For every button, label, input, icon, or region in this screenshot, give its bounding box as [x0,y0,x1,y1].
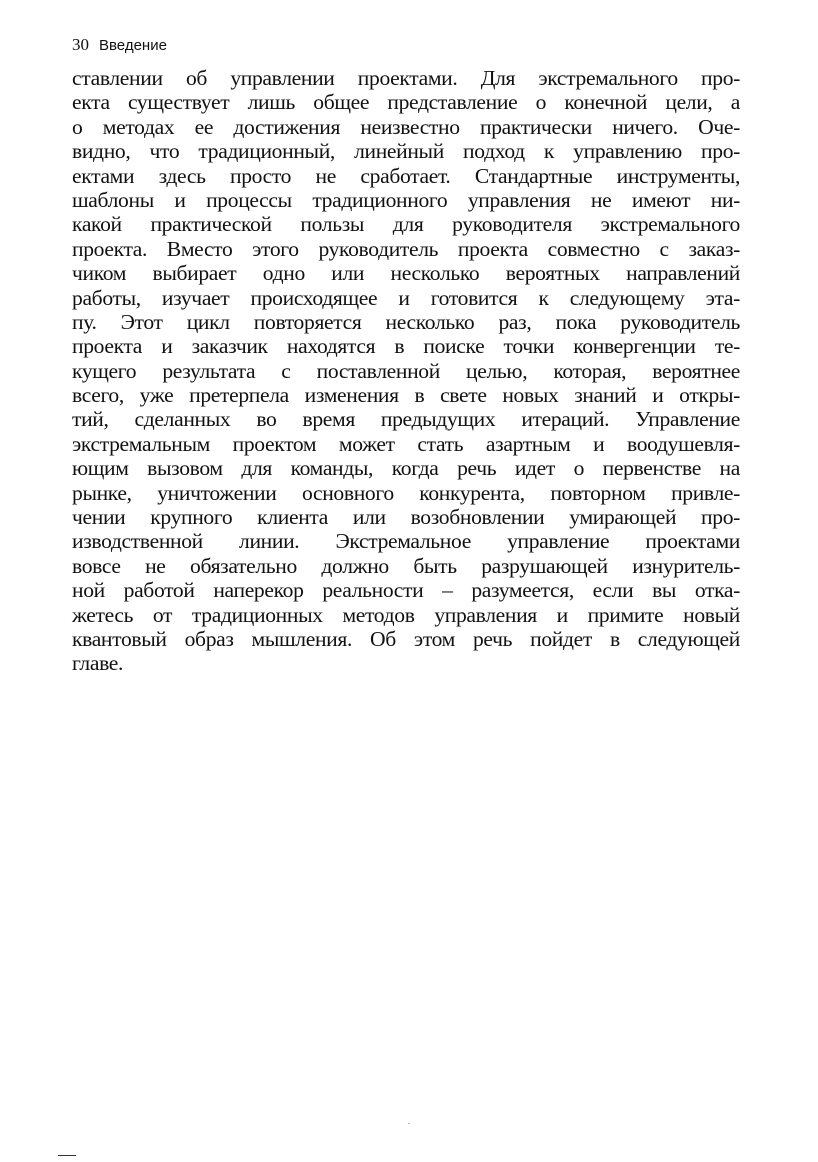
text-line: видно, что традиционный, линейный подход к управлению про- [72,139,740,164]
text-line: проекта. Вместо этого руководитель проекта совместно с заказ- [72,236,740,261]
page-number: 30 [72,35,89,54]
text-line: тий, сделанных во время предыдущих итераций. Управление [72,407,740,432]
text-line: квантовый образ мышления. Об этом речь пойдет в следующей [72,626,740,651]
text-line: ектами здесь просто не сработает. Стандартные инструменты, [72,163,740,188]
text-line: рынке, уничтожении основного конкурента, повторном привле- [72,480,740,505]
text-line: жетесь от традиционных методов управления и примите новый [72,602,740,627]
text-line: чиком выбирает одно или несколько вероятных направлений [72,261,740,286]
section-title: Введение [99,37,167,54]
scan-speck [408,1123,410,1124]
text-line: шаблоны и процессы традиционного управления не имеют ни- [72,187,740,212]
text-line: изводственной линии. Экстремальное управление проектами [72,529,740,554]
text-line: ставлении об управлении проектами. Для экстремального про- [72,66,740,90]
text-line: проекта и заказчик находятся в поиске точки конвергенции те- [72,334,740,359]
scan-corner-mark [58,1155,76,1156]
body-paragraph [72,66,740,676]
text-line: о методах ее достижения неизвестно практически ничего. Оче- [72,114,740,139]
text-line: ной работой наперекор реальности – разумеется, если вы отка- [72,578,740,603]
text-line: вовсе не обязательно должно быть разрушающей изнуритель- [72,553,740,578]
text-line: работы, изучает происходящее и готовится к следующему эта- [72,285,740,310]
text-line: главе. [72,651,124,676]
text-line: какой практической пользы для руководителя экстремального [72,212,740,237]
text-line: ющим вызовом для команды, когда речь идет о первенстве на [72,456,740,481]
text-line: чении крупного клиента или возобновлении умирающей про- [72,505,740,530]
text-line: кущего результата с поставленной целью, которая, вероятнее [72,358,740,383]
text-line: всего, уже претерпела изменения в свете новых знаний и откры- [72,383,740,408]
text-line: екта существует лишь общее представление о конечной цели, а [72,90,740,115]
text-line: пу. Этот цикл повторяется несколько раз, пока руководитель [72,309,740,334]
running-header [72,34,167,57]
text-line: экстремальным проектом может стать азартным и воодушевля- [72,431,740,456]
